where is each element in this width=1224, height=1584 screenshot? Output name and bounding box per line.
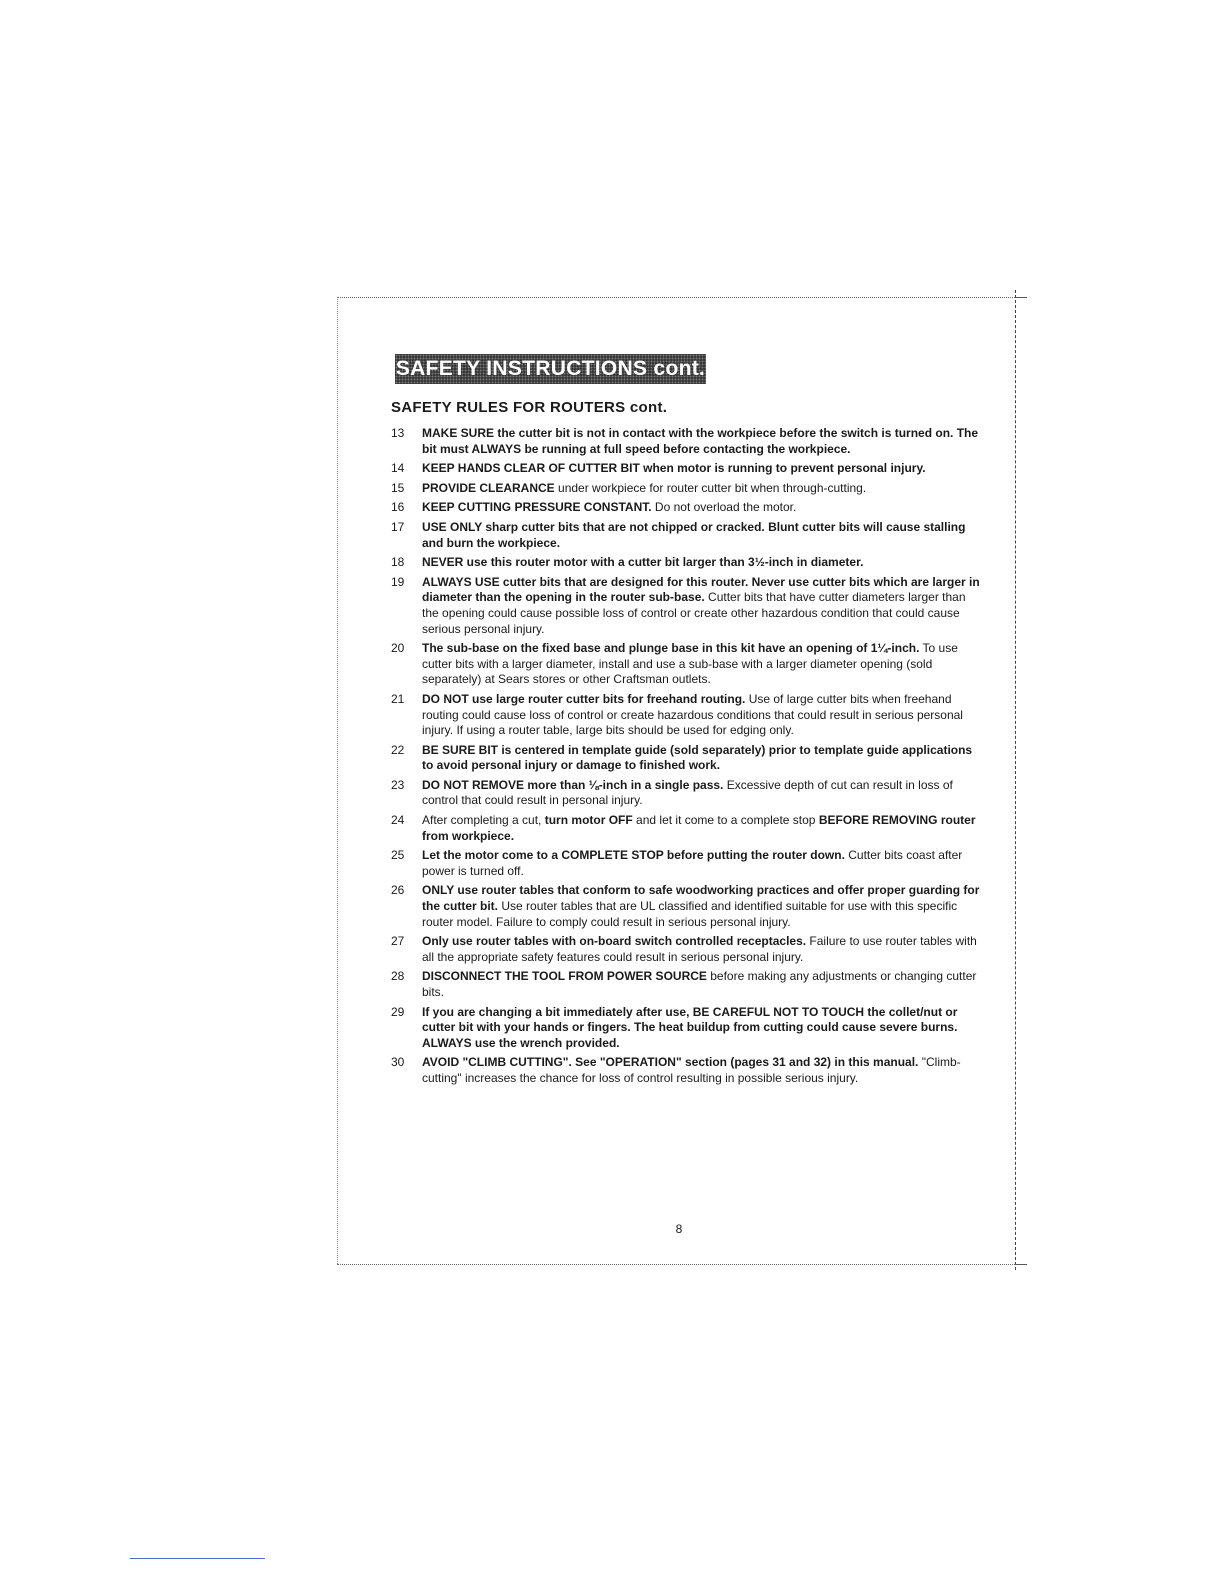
rule-item (391, 1005, 981, 1052)
rule-item (391, 575, 981, 637)
rule-item (391, 1055, 981, 1086)
rule-number: 15 (391, 480, 405, 495)
rule-item (391, 969, 981, 1000)
rule-item (391, 848, 981, 879)
rule-number: 27 (391, 934, 405, 949)
rule-item (391, 883, 981, 930)
page-border-right (1015, 290, 1016, 1270)
section-subtitle: SAFETY RULES FOR ROUTERS cont. (391, 399, 668, 416)
rule-number: 22 (391, 742, 405, 757)
rule-text: KEEP CUTTING PRESSURE CONSTANT. Do not overload the motor. (422, 500, 797, 515)
rule-text: DISCONNECT THE TOOL FROM POWER SOURCE before making any adjustments or changing cutter bits. (422, 969, 977, 999)
rule-number: 16 (391, 500, 405, 515)
rule-item (391, 426, 981, 457)
page-border-bottom (337, 1264, 1015, 1265)
rule-text: NEVER use this router motor with a cutter bit larger than 3½-inch in diameter. (422, 555, 864, 570)
rule-number: 18 (391, 555, 405, 570)
rule-text: ONLY use router tables that conform to safe woodworking practices and offer proper guarding for the cutter bit. Use router tables that are UL classified and identified suitable for use with this specific router model. Failure to comply could result in serious personal injury. (422, 883, 980, 929)
page-border-top (337, 297, 1015, 298)
crop-mark-top (1015, 297, 1027, 298)
rule-text: AVOID "CLIMB CUTTING". See "OPERATION" section (pages 31 and 32) in this manual. "Climb-cutting" increases the chance for loss of control resulting in possible serious injury. (422, 1055, 961, 1085)
divider (130, 1558, 265, 1559)
page-number: 8 (675, 1222, 683, 1236)
rule-item (391, 743, 981, 774)
rule-number: 25 (391, 848, 405, 863)
section-banner-title: SAFETY INSTRUCTIONS cont. (395, 357, 706, 380)
rule-text: KEEP HANDS CLEAR OF CUTTER BIT when motor is running to prevent personal injury. (422, 461, 926, 476)
section-banner (395, 354, 706, 384)
rule-text: The sub-base on the fixed base and plunge base in this kit have an opening of 1¼-inch. To use cutter bits with a larger diameter, install and use a sub-base with a larger diameter opening (sold separately) at Sears stores or other Craftsman outlets. (422, 641, 958, 687)
rule-text: Let the motor come to a COMPLETE STOP before putting the router down. Cutter bits coast after power is turned off. (422, 848, 963, 878)
rule-text: After completing a cut, turn motor OFF and let it come to a complete stop BEFORE REMOVING router from workpiece. (422, 813, 976, 843)
page-border-left (337, 297, 338, 1264)
rule-number: 21 (391, 691, 405, 706)
rule-number: 17 (391, 519, 405, 534)
rule-item (391, 641, 981, 688)
rule-item (391, 481, 981, 497)
rule-item (391, 778, 981, 809)
rule-item (391, 461, 981, 477)
rule-item (391, 813, 981, 844)
rule-text: Only use router tables with on-board switch controlled receptacles. Failure to use router tables with all the appropriate safety features could result in serious personal injury. (422, 934, 977, 964)
rule-number: 23 (391, 777, 405, 792)
rule-text: DO NOT use large router cutter bits for freehand routing. Use of large cutter bits when freehand routing could cause loss of control or create hazardous conditions that could result in serious personal injury. If using a router table, large bits should be used for edging only. (422, 691, 963, 738)
crop-mark-bottom (1015, 1264, 1027, 1265)
rule-item (391, 555, 981, 571)
rule-number: 20 (391, 641, 405, 656)
rule-number: 19 (391, 574, 405, 589)
rule-number: 26 (391, 883, 405, 898)
rule-number: 28 (391, 969, 405, 984)
rule-text: BE SURE BIT is centered in template guide (sold separately) prior to template guide applications to avoid personal injury or damage to finished work. (422, 742, 973, 773)
rule-text: ALWAYS USE cutter bits that are designed for this router. Never use cutter bits which are larger in diameter than the opening in the router sub-base. Cutter bits that have cutter diameters larger than the opening could cause possible loss of control or create other hazardous condition that could cause serious personal injury. (422, 574, 980, 636)
rule-number: 24 (391, 813, 405, 828)
rule-number: 29 (391, 1004, 405, 1019)
rule-text: USE ONLY sharp cutter bits that are not chipped or cracked. Blunt cutter bits will cause stalling and burn the workpiece. (422, 519, 966, 550)
rule-item (391, 934, 981, 965)
rule-item (391, 500, 981, 516)
rule-text: DO NOT REMOVE more than ⅛-inch in a single pass. Excessive depth of cut can result in loss of control that could result in personal injury. (422, 777, 953, 808)
rules-list (391, 426, 981, 1091)
rule-number: 13 (391, 426, 405, 440)
rule-number: 14 (391, 461, 405, 476)
rule-number: 30 (391, 1055, 405, 1070)
rule-item (391, 520, 981, 551)
rule-text: MAKE SURE the cutter bit is not in contact with the workpiece before the switch is turned on. The bit must ALWAYS be running at full speed before contacting the workpiece. (422, 426, 979, 456)
rule-text: PROVIDE CLEARANCE under workpiece for router cutter bit when through-cutting. (422, 480, 867, 495)
rule-text: If you are changing a bit immediately after use, BE CAREFUL NOT TO TOUCH the collet/nut or cutter bit with your hands or fingers. The heat buildup from cutting could cause severe burns. ALWAYS use the wrench provided. (422, 1004, 958, 1050)
rule-item (391, 692, 981, 739)
